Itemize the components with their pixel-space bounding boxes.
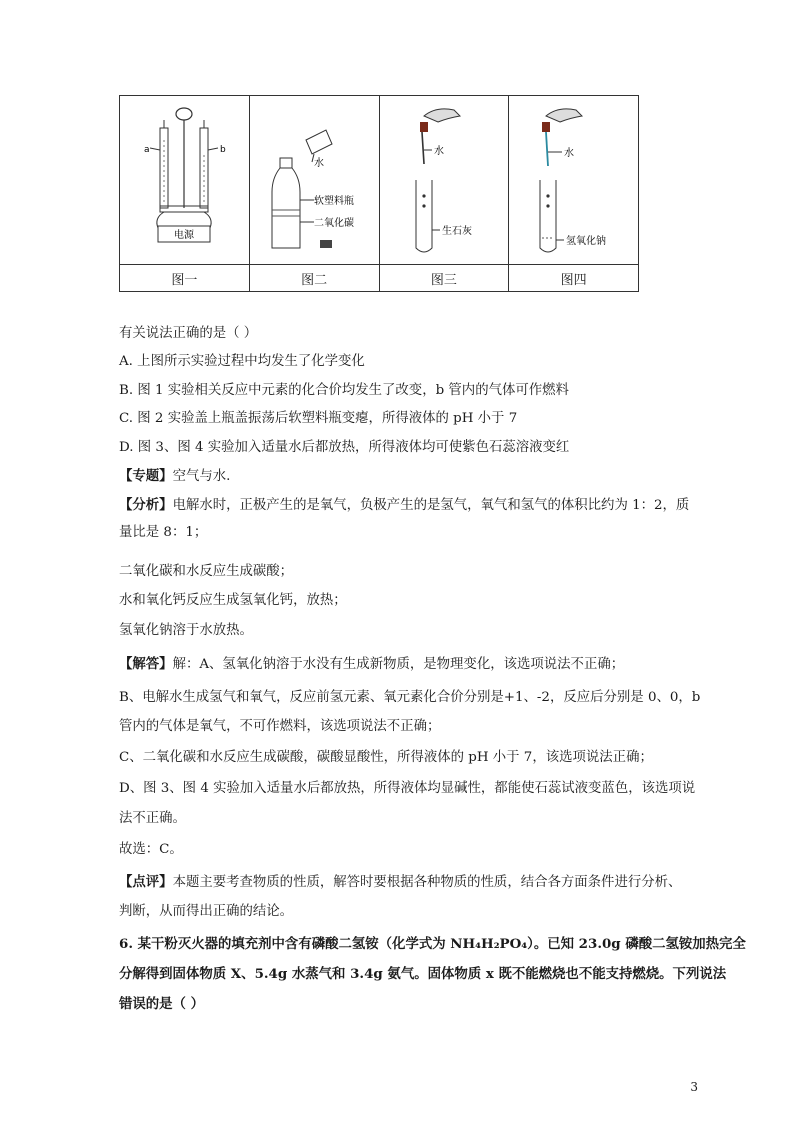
plastic-bottle-image: [254, 100, 374, 260]
quicklime-label: 生石灰: [441, 226, 472, 237]
figure-4-caption: 图四: [509, 265, 639, 292]
question-6-line-2: 分解得到固体物质 X、5.4g 水蒸气和 3.4g 氨气。固体物质 x 既不能燃烧也不能支持燃烧。下列说法: [119, 966, 727, 982]
analysis-text-1: 电解水时，正极产生的是氧气，负极产生的是氢气，氧气和氢气的体积比约为 1：2，质: [172, 498, 690, 513]
comment-line-1: [119, 873, 681, 892]
question-stem: 有关说法正确的是（ ）: [119, 326, 258, 341]
electrolysis-apparatus-image: [124, 100, 244, 260]
topic-line: [119, 467, 230, 486]
analysis-line-5: 氢氧化钠溶于水放热。: [119, 623, 253, 638]
figure-1-caption: 图一: [120, 265, 250, 292]
sodium-hydroxide-test-tube-image: [514, 100, 634, 260]
analysis-line-3: 二氧化碳和水反应生成碳酸；: [119, 564, 294, 579]
figure-1-cell: [120, 96, 250, 265]
answer-line-5: D、图 3、图 4 实验加入适量水后都放热，所得液体均显碱性，都能使石蕊试液变蓝色，该选项说: [119, 781, 696, 796]
water-label-fig3: 水: [433, 146, 444, 157]
figure-3-caption: 图三: [379, 265, 509, 292]
option-c: C. 图 2 实验盖上瓶盖振荡后软塑料瓶变瘪，所得液体的 pH 小于 7: [119, 411, 518, 426]
answer-line-3: 管内的气体是氧气，不可作燃料，该选项说法不正确；: [119, 719, 441, 734]
answer-text-1: 解：A、氢氧化钠溶于水没有生成新物质，是物理变化，该选项说法不正确；: [172, 657, 625, 672]
answer-line-6: 法不正确。: [119, 811, 186, 826]
option-d: D. 图 3、图 4 实验加入适量水后都放热，所得液体均可使紫色石蕊溶液变红: [119, 440, 570, 455]
figure-4-cell: [509, 96, 639, 265]
option-a: A. 上图所示实验过程中均发生了化学变化: [119, 354, 365, 369]
topic-tag: 【专题】: [119, 468, 173, 484]
question-6-line-3: 错误的是（ ）: [119, 996, 205, 1012]
carbon-dioxide-label: 二氧化碳: [314, 218, 355, 229]
power-supply-label: 电源: [174, 230, 195, 241]
quicklime-test-tube-image: [384, 100, 504, 260]
tube-a-label: a: [144, 145, 150, 155]
tube-b-label: b: [220, 145, 227, 155]
question-6-line-1: 6. 某干粉灭火器的填充剂中含有磷酸二氢铵（化学式为 NH₄H₂PO₄）。已知 23.0g 磷酸二氢铵加热完全: [119, 936, 746, 952]
analysis-line-1: [119, 496, 689, 515]
analysis-tag: 【分析】: [119, 497, 173, 513]
soft-bottle-label: 软塑料瓶: [314, 196, 355, 207]
water-label-fig2: 水: [314, 158, 325, 169]
answer-conclusion: 故选：C。: [119, 842, 183, 857]
figure-3-cell: [379, 96, 509, 265]
comment-line-2: 判断，从而得出正确的结论。: [119, 904, 294, 919]
answer-tag: 【解答】: [119, 656, 173, 672]
sodium-hydroxide-label: 氢氧化钠: [565, 236, 606, 247]
analysis-line-4: 水和氧化钙反应生成氢氧化钙，放热；: [119, 593, 347, 608]
figure-table: [119, 95, 639, 292]
comment-tag: 【点评】: [119, 874, 173, 890]
analysis-line-2: 量比是 8：1；: [119, 525, 208, 540]
topic-text: 空气与水.: [172, 469, 231, 484]
answer-line-2: B、电解水生成氢气和氧气，反应前氢元素、氧元素化合价分别是+1、-2，反应后分别是 0、0，b: [119, 690, 701, 705]
comment-text-1: 本题主要考查物质的性质，解答时要根据各种物质的性质，结合各方面条件进行分析、: [172, 875, 682, 890]
water-label-fig4: 水: [563, 148, 574, 159]
answer-line-1: [119, 655, 624, 674]
answer-line-4: C、二氧化碳和水反应生成碳酸，碳酸显酸性，所得液体的 pH 小于 7，该选项说法正确；: [119, 750, 653, 765]
option-b: B. 图 1 实验相关反应中元素的化合价均发生了改变，b 管内的气体可作燃料: [119, 383, 569, 398]
figure-2-cell: [249, 96, 379, 265]
figure-2-caption: 图二: [249, 265, 379, 292]
page-number: 3: [690, 1080, 698, 1094]
